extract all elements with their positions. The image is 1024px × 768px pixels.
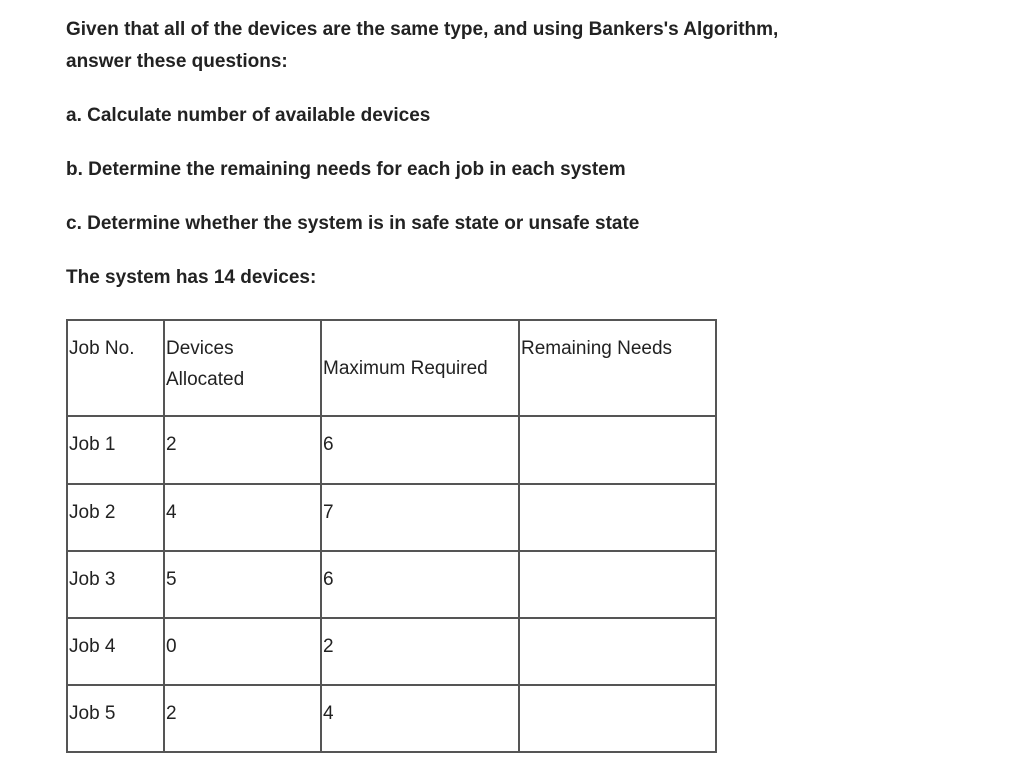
- question-c: c. Determine whether the system is in safe state or unsafe state: [66, 213, 640, 234]
- cell-allocated: 2: [164, 416, 321, 484]
- intro-line-2: answer these questions:: [66, 51, 288, 72]
- question-b: b. Determine the remaining needs for each job in each system: [66, 159, 626, 180]
- cell-max: 6: [321, 416, 519, 484]
- cell-allocated: 2: [164, 685, 321, 752]
- question-document: [66, 14, 966, 294]
- header-allocated-line-2: Allocated: [166, 369, 245, 390]
- header-allocated-line-1: Devices: [166, 338, 234, 359]
- jobs-table: [66, 319, 717, 753]
- cell-remaining[interactable]: [519, 685, 716, 752]
- cell-remaining[interactable]: [519, 484, 716, 551]
- cell-max: 7: [321, 484, 519, 551]
- cell-max: 2: [321, 618, 519, 685]
- cell-job: Job 5: [67, 685, 164, 752]
- cell-job: Job 2: [67, 484, 164, 551]
- cell-job: Job 4: [67, 618, 164, 685]
- table-row: [67, 551, 716, 618]
- cell-max: 6: [321, 551, 519, 618]
- table-header-row: [67, 320, 716, 416]
- table-row: [67, 685, 716, 752]
- cell-remaining[interactable]: [519, 551, 716, 618]
- intro-line-1: Given that all of the devices are the same type, and using Bankers's Algorithm,: [66, 19, 779, 40]
- header-job-no: Job No.: [67, 320, 164, 416]
- cell-allocated: 5: [164, 551, 321, 618]
- header-remaining-needs: Remaining Needs: [519, 320, 716, 416]
- cell-max: 4: [321, 685, 519, 752]
- cell-job: Job 1: [67, 416, 164, 484]
- system-statement: The system has 14 devices:: [66, 267, 317, 288]
- cell-allocated: 4: [164, 484, 321, 551]
- cell-remaining[interactable]: [519, 416, 716, 484]
- table-row: [67, 618, 716, 685]
- intro-paragraph: [66, 14, 966, 78]
- header-maximum-required: Maximum Required: [321, 320, 519, 416]
- question-a: a. Calculate number of available devices: [66, 105, 431, 126]
- cell-remaining[interactable]: [519, 618, 716, 685]
- header-devices-allocated: [164, 320, 321, 416]
- cell-allocated: 0: [164, 618, 321, 685]
- cell-job: Job 3: [67, 551, 164, 618]
- table-row: [67, 484, 716, 551]
- table-row: [67, 416, 716, 484]
